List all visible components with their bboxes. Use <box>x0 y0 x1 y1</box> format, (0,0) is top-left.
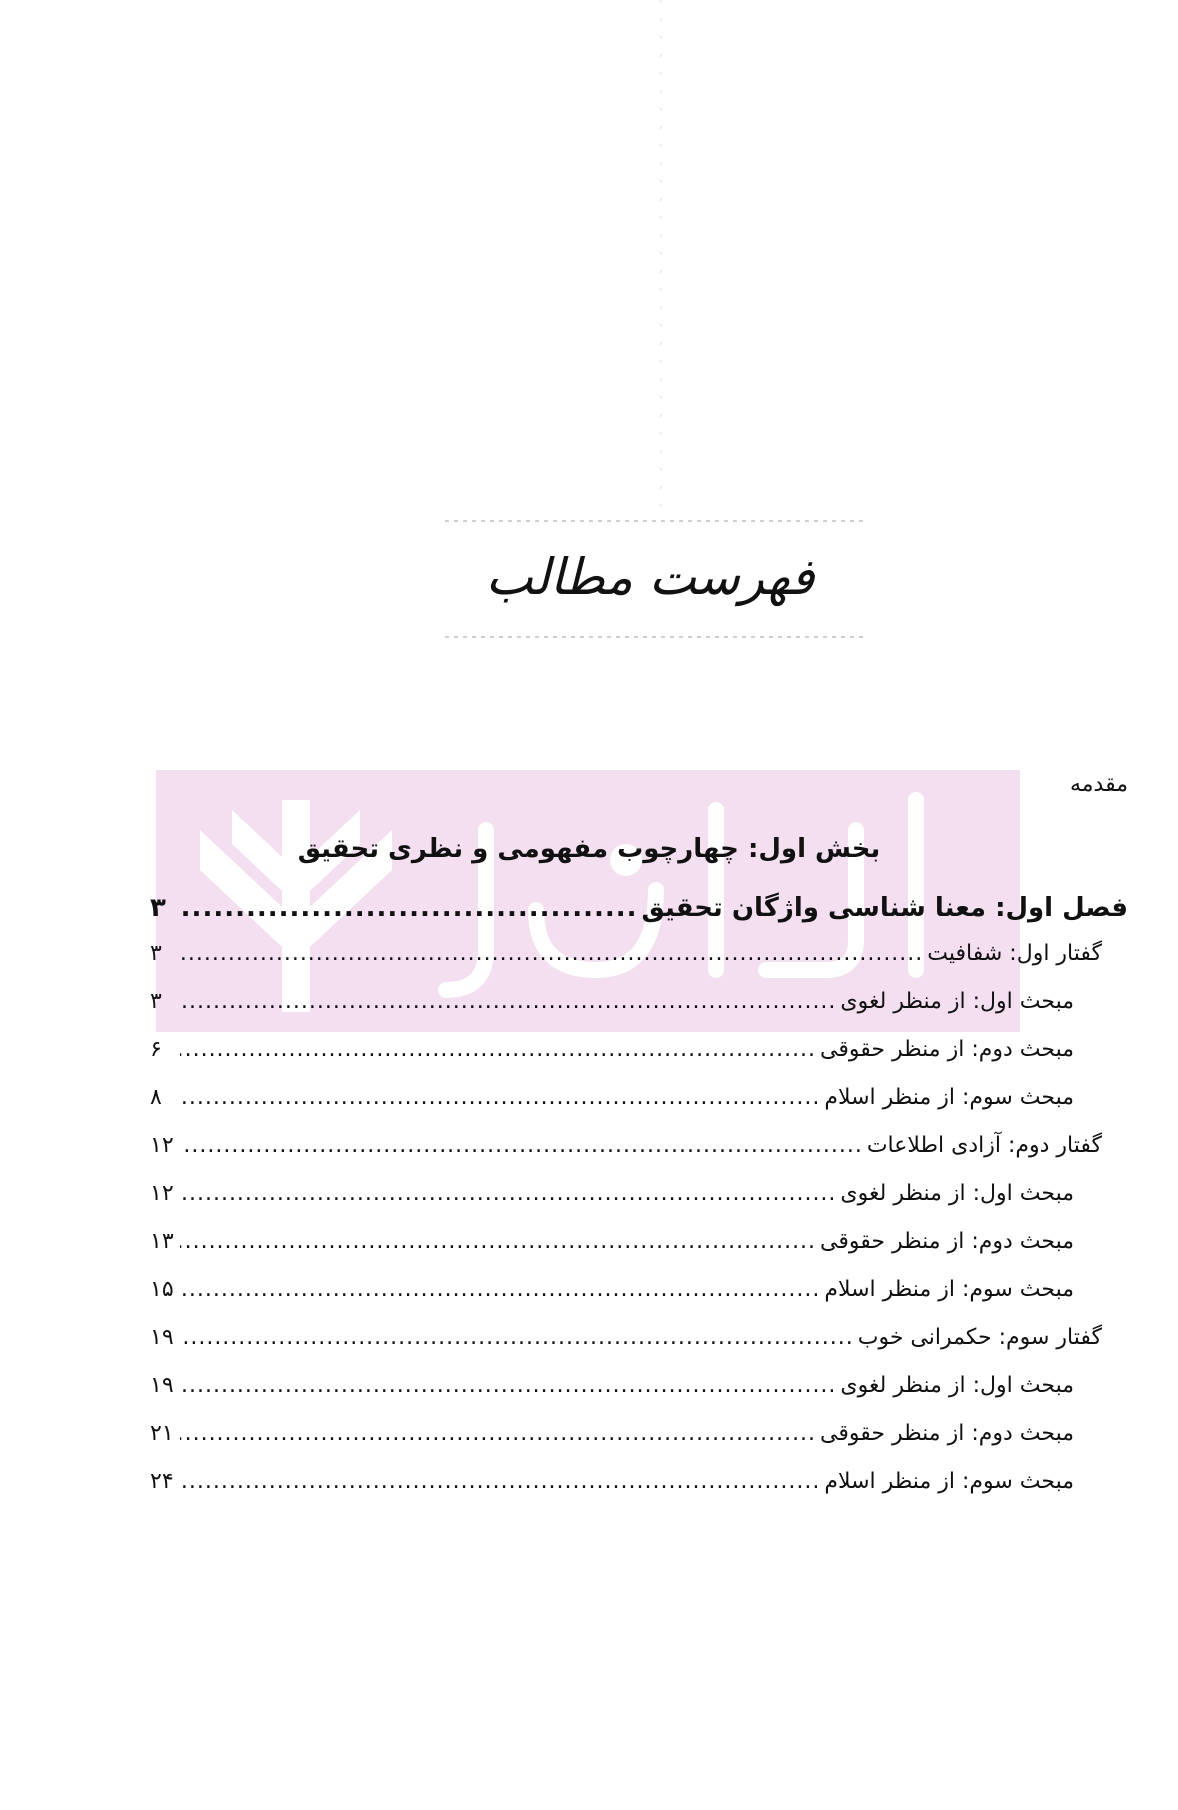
section-heading: بخش اول: چهارچوب مفهومی و نظری تحقیق <box>297 834 881 864</box>
toc-entry <box>150 989 1074 1014</box>
toc-entry-page: ۸ <box>150 1085 162 1110</box>
toc-entry <box>150 1181 1074 1206</box>
toc-entry <box>150 1229 1074 1254</box>
toc-leader-dots <box>180 1277 820 1302</box>
toc-entry <box>150 1421 1074 1446</box>
toc-entry <box>150 1085 1074 1110</box>
toc-entry-label: مبحث دوم: از منظر حقوقی <box>820 1421 1074 1446</box>
toc-entry-label: مبحث سوم: از منظر اسلام <box>824 1277 1074 1302</box>
toc-entry-page: ۱۲ <box>150 1133 174 1158</box>
toc-leader-dots <box>180 1037 816 1062</box>
toc-entry-label: فصل اول: معنا شناسی واژگان تحقیق <box>641 893 1128 923</box>
toc-entry <box>150 1325 1102 1350</box>
page-title: فهرست مطالب <box>485 548 815 606</box>
toc-entry <box>150 1277 1074 1302</box>
toc-leader-dots <box>180 1133 863 1158</box>
toc-entry <box>150 1469 1074 1494</box>
toc-entry-page: ۱۵ <box>150 1277 174 1302</box>
toc-entry-page: ۱۹ <box>150 1373 174 1398</box>
toc-entry <box>150 1373 1074 1398</box>
toc-entry-page: ۱۲ <box>150 1181 174 1206</box>
toc-entry-page: ۲۴ <box>150 1469 174 1494</box>
toc-leader-dots <box>180 1373 836 1398</box>
toc-entry <box>150 1037 1074 1062</box>
toc-entry-label: گفتار سوم: حکمرانی خوب <box>857 1325 1102 1350</box>
toc-leader-dots <box>180 1181 836 1206</box>
toc-entry-label: مبحث سوم: از منظر اسلام <box>824 1085 1074 1110</box>
toc-entry-page: ۱۹ <box>150 1325 174 1350</box>
toc-entry-page: ۳ <box>150 893 166 923</box>
toc-entry-label: گفتار اول: شفافیت <box>927 941 1102 966</box>
toc-entry-label: مبحث اول: از منظر لغوی <box>840 989 1074 1014</box>
toc-entry <box>150 1133 1102 1158</box>
toc-leader-dots <box>180 989 836 1014</box>
toc-leader-dots <box>180 1229 816 1254</box>
toc-entry-label: مبحث سوم: از منظر اسلام <box>824 1469 1074 1494</box>
scan-artifact <box>660 0 662 520</box>
toc-leader-dots <box>180 1085 820 1110</box>
toc-leader-dots <box>180 893 638 923</box>
intro-heading: مقدمه <box>1069 772 1128 797</box>
toc-entry-page: ۱۳ <box>150 1229 174 1254</box>
toc-entry-label: گفتار دوم: آزادی اطلاعات <box>866 1133 1102 1158</box>
toc-entry-label: مبحث اول: از منظر لغوی <box>840 1373 1074 1398</box>
toc-entry-label: مبحث اول: از منظر لغوی <box>840 1181 1074 1206</box>
toc-entry-label: مبحث دوم: از منظر حقوقی <box>820 1037 1074 1062</box>
toc-leader-dots <box>180 941 923 966</box>
toc-entry <box>150 893 1128 923</box>
toc-entry-page: ۶ <box>150 1037 162 1062</box>
toc-entry <box>150 941 1102 966</box>
toc-leader-dots <box>180 1469 820 1494</box>
title-rule-top <box>445 520 865 522</box>
toc-entry-page: ۳ <box>150 989 162 1014</box>
toc-leader-dots <box>180 1325 854 1350</box>
toc-leader-dots <box>180 1421 816 1446</box>
toc-entry-label: مبحث دوم: از منظر حقوقی <box>820 1229 1074 1254</box>
toc-entry-page: ۲۱ <box>150 1421 174 1446</box>
title-rule-bottom <box>445 636 865 638</box>
toc-entry-page: ۳ <box>150 941 162 966</box>
